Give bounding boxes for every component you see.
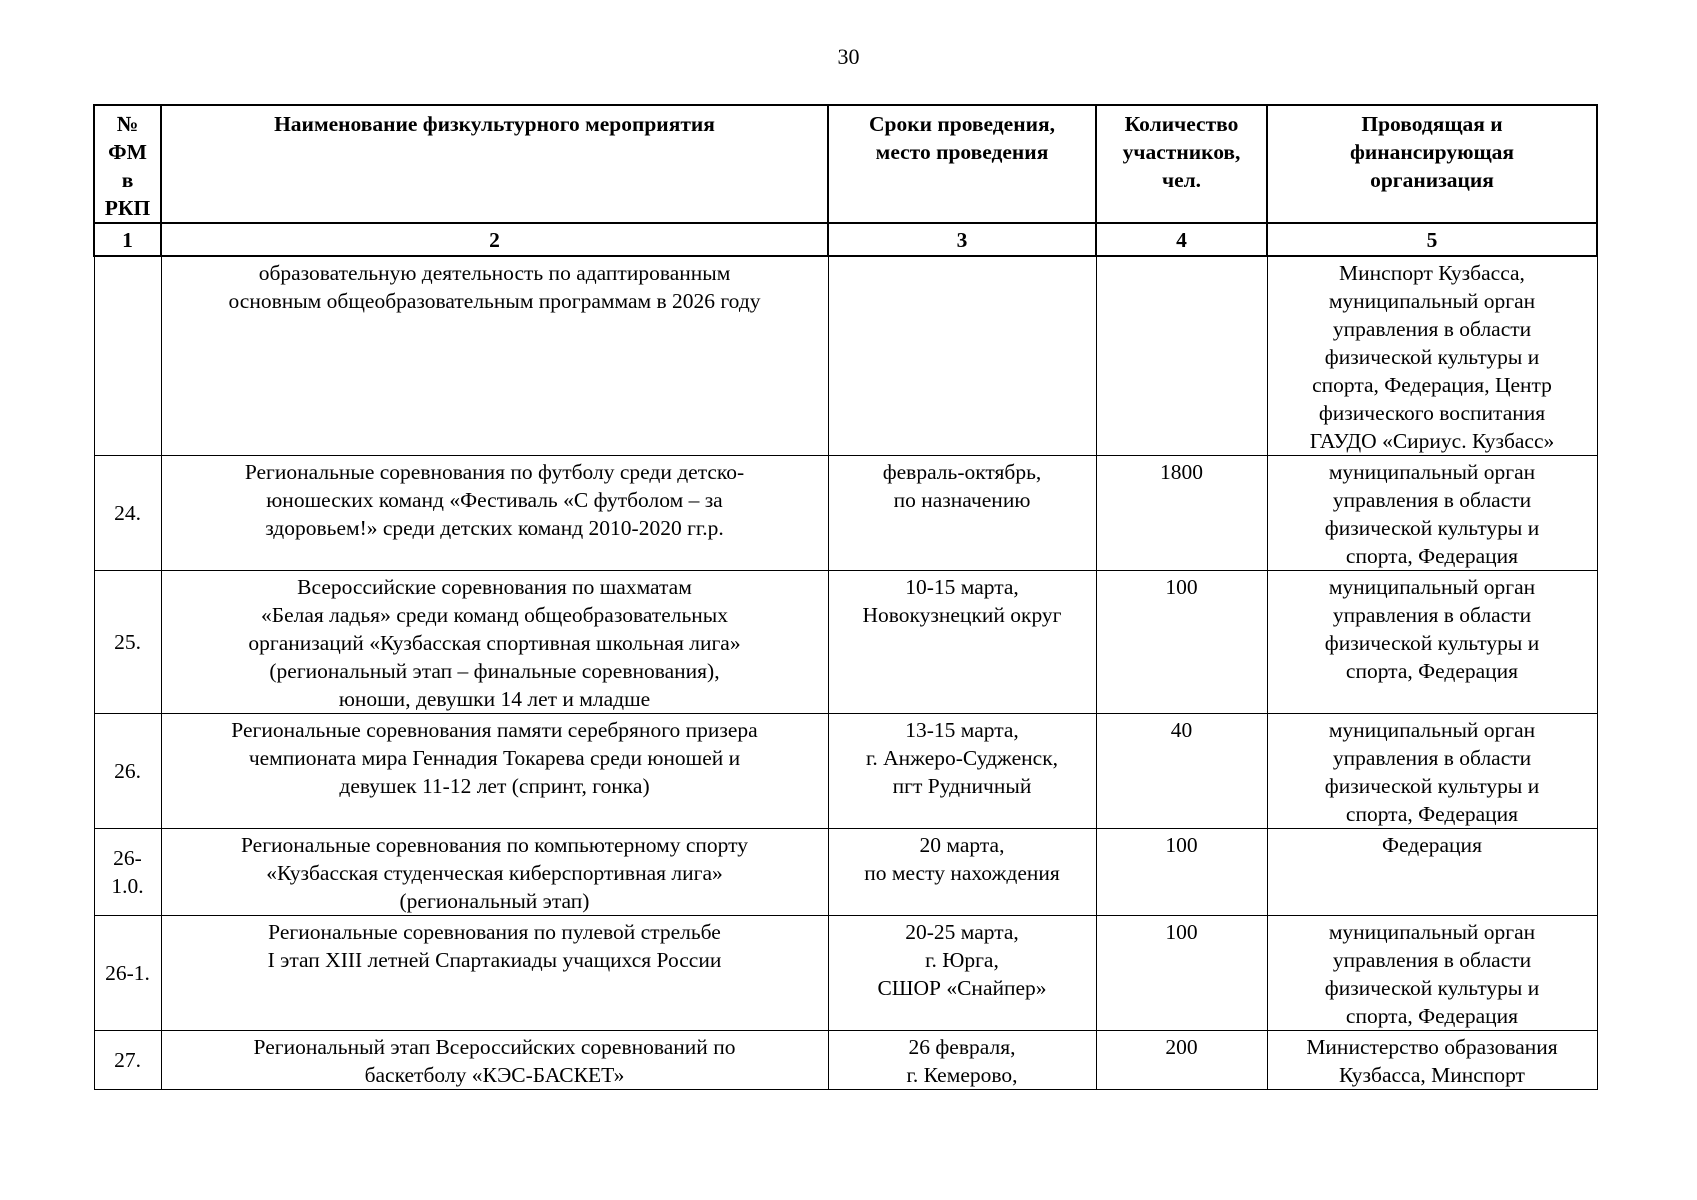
table-row xyxy=(94,256,1597,456)
event-dates-cell xyxy=(828,256,1096,456)
row-number-cell: 25. xyxy=(94,571,161,714)
header-cell-dates xyxy=(828,105,1096,223)
column-number: 2 xyxy=(161,223,828,256)
text-line: управления в области xyxy=(1332,317,1532,341)
text-line: физической культуры и xyxy=(1324,774,1540,798)
column-number-row xyxy=(94,223,1597,256)
row-number-cell xyxy=(94,829,161,916)
text-line: 13-15 марта, xyxy=(905,718,1019,742)
text-line: физической культуры и xyxy=(1324,976,1540,1000)
text-line: образовательную деятельность по адаптированным xyxy=(258,261,731,285)
organization-cell xyxy=(1267,1031,1597,1090)
text-line: физической культуры и xyxy=(1324,516,1540,540)
text-line: Новокузнецкий округ xyxy=(862,603,1062,627)
text-line: ГАУДО «Сириус. Кузбасс» xyxy=(1309,429,1555,453)
text-line: физической культуры и xyxy=(1324,345,1540,369)
text-line: февраль-октябрь, xyxy=(882,460,1042,484)
text-line: Министерство образования xyxy=(1306,1035,1558,1059)
text-line: РКП xyxy=(104,196,151,220)
text-line: Региональные соревнования памяти серебряного призера xyxy=(231,718,758,742)
text-line: Проводящая и xyxy=(1361,112,1503,136)
text-line: девушек 11-12 лет (спринт, гонка) xyxy=(339,774,650,798)
text-line: 26- xyxy=(113,846,142,870)
text-line: чел. xyxy=(1161,168,1202,192)
header-cell-number xyxy=(94,105,161,223)
text-line: 1.0. xyxy=(111,874,144,898)
text-line: баскетболу «КЭС-БАСКЕТ» xyxy=(364,1063,625,1087)
table-row xyxy=(94,714,1597,829)
text-line: по месту нахождения xyxy=(864,861,1060,885)
header-cell-participants xyxy=(1096,105,1267,223)
text-line: Количество xyxy=(1124,112,1239,136)
text-line: СШОР «Снайпер» xyxy=(877,976,1047,1000)
text-line: (региональный этап) xyxy=(399,889,590,913)
organization-cell xyxy=(1267,256,1597,456)
text-line: муниципальный орган xyxy=(1328,289,1536,313)
event-dates-cell xyxy=(828,829,1096,916)
table-row xyxy=(94,456,1597,571)
header-cell-organization xyxy=(1267,105,1597,223)
text-line: ФМ xyxy=(108,140,147,164)
text-line: физического воспитания xyxy=(1318,401,1546,425)
participants-cell: 200 xyxy=(1096,1031,1267,1090)
row-number-cell: 27. xyxy=(94,1031,161,1090)
text-line: управления в области xyxy=(1332,948,1532,972)
event-name-cell xyxy=(161,714,828,829)
event-dates-cell xyxy=(828,456,1096,571)
event-dates-cell xyxy=(828,1031,1096,1090)
row-number-cell: 26-1. xyxy=(94,916,161,1031)
text-line: Региональные соревнования по компьютерному спорту xyxy=(240,833,749,857)
participants-cell: 100 xyxy=(1096,829,1267,916)
text-line: № xyxy=(116,112,139,136)
organization-cell xyxy=(1267,916,1597,1031)
text-line: управления в области xyxy=(1332,603,1532,627)
text-line: спорта, Федерация xyxy=(1345,1004,1519,1028)
text-line: Региональные соревнования по пулевой стрельбе xyxy=(268,920,721,944)
text-line: муниципальный орган xyxy=(1328,718,1536,742)
text-line: Кузбасса, Минспорт xyxy=(1339,1063,1525,1087)
text-line: Федерация xyxy=(1382,833,1482,857)
text-line: пгт Рудничный xyxy=(892,774,1032,798)
participants-cell: 1800 xyxy=(1096,456,1267,571)
text-line: юношеских команд «Фестиваль «С футболом – за xyxy=(266,488,723,512)
page-number: 30 xyxy=(837,44,860,69)
text-line: Сроки проведения, xyxy=(868,112,1055,136)
text-line: 20-25 марта, xyxy=(905,920,1019,944)
text-line: Наименование физкультурного мероприятия xyxy=(274,112,715,136)
text-line: 20 марта, xyxy=(919,833,1005,857)
column-number: 4 xyxy=(1096,223,1267,256)
event-name-cell xyxy=(161,456,828,571)
column-number: 1 xyxy=(94,223,161,256)
participants-cell xyxy=(1096,256,1267,456)
text-line: финансирующая xyxy=(1349,140,1515,164)
text-line: участников, xyxy=(1122,140,1241,164)
text-line: организаций «Кузбасская спортивная школьная лига» xyxy=(248,631,741,655)
event-name-cell xyxy=(161,829,828,916)
event-dates-cell xyxy=(828,714,1096,829)
table-row xyxy=(94,916,1597,1031)
event-name-cell xyxy=(161,916,828,1031)
organization-cell xyxy=(1267,829,1597,916)
text-line: Минспорт Кузбасса, xyxy=(1339,261,1525,285)
header-row xyxy=(94,105,1597,223)
participants-cell: 40 xyxy=(1096,714,1267,829)
column-number: 3 xyxy=(828,223,1096,256)
text-line: управления в области xyxy=(1332,746,1532,770)
text-line: г. Юрга, xyxy=(925,948,999,972)
event-name-cell xyxy=(161,571,828,714)
table-row xyxy=(94,571,1597,714)
event-name-cell xyxy=(161,1031,828,1090)
table-row xyxy=(94,829,1597,916)
text-line: «Белая ладья» среди команд общеобразовательных xyxy=(260,603,728,627)
text-line: Региональные соревнования по футболу среди детско- xyxy=(244,460,745,484)
text-line: (региональный этап – финальные соревнования), xyxy=(269,659,720,683)
participants-cell: 100 xyxy=(1096,916,1267,1031)
text-line: управления в области xyxy=(1332,488,1532,512)
header-cell-name xyxy=(161,105,828,223)
text-line: по назначению xyxy=(893,488,1031,512)
text-line: г. Анжеро-Судженск, xyxy=(865,746,1059,770)
text-line: в xyxy=(121,168,134,192)
row-number-cell xyxy=(94,256,161,456)
text-line: физической культуры и xyxy=(1324,631,1540,655)
text-line: спорта, Федерация xyxy=(1345,802,1519,826)
text-line: «Кузбасская студенческая киберспортивная лига» xyxy=(266,861,723,885)
text-line: 26 февраля, xyxy=(908,1035,1016,1059)
text-line: чемпионата мира Геннадия Токарева среди юношей и xyxy=(248,746,741,770)
row-number-cell: 26. xyxy=(94,714,161,829)
organization-cell xyxy=(1267,571,1597,714)
text-line: организация xyxy=(1370,168,1494,192)
table-row xyxy=(94,1031,1597,1090)
text-line: муниципальный орган xyxy=(1328,920,1536,944)
text-line: спорта, Федерация xyxy=(1345,659,1519,683)
text-line: муниципальный орган xyxy=(1328,575,1536,599)
text-line: место проведения xyxy=(875,140,1049,164)
text-line: здоровьем!» среди детских команд 2010-2020 гг.р. xyxy=(265,516,724,540)
text-line: 10-15 марта, xyxy=(905,575,1019,599)
organization-cell xyxy=(1267,456,1597,571)
event-name-cell xyxy=(161,256,828,456)
text-line: Региональный этап Всероссийских соревнований по xyxy=(253,1035,736,1059)
text-line: спорта, Федерация, Центр xyxy=(1312,373,1552,397)
event-dates-cell xyxy=(828,916,1096,1031)
row-number-cell: 24. xyxy=(94,456,161,571)
column-number: 5 xyxy=(1267,223,1597,256)
text-line: спорта, Федерация xyxy=(1345,544,1519,568)
participants-cell: 100 xyxy=(1096,571,1267,714)
text-line: I этап XIII летней Спартакиады учащихся России xyxy=(267,948,722,972)
text-line: г. Кемерово, xyxy=(906,1063,1018,1087)
text-line: юноши, девушки 14 лет и младше xyxy=(338,687,651,711)
event-dates-cell xyxy=(828,571,1096,714)
text-line: муниципальный орган xyxy=(1328,460,1536,484)
text-line: основным общеобразовательным программам в 2026 году xyxy=(228,289,761,313)
events-table xyxy=(93,104,1598,1090)
text-line: Всероссийские соревнования по шахматам xyxy=(297,575,692,599)
organization-cell xyxy=(1267,714,1597,829)
